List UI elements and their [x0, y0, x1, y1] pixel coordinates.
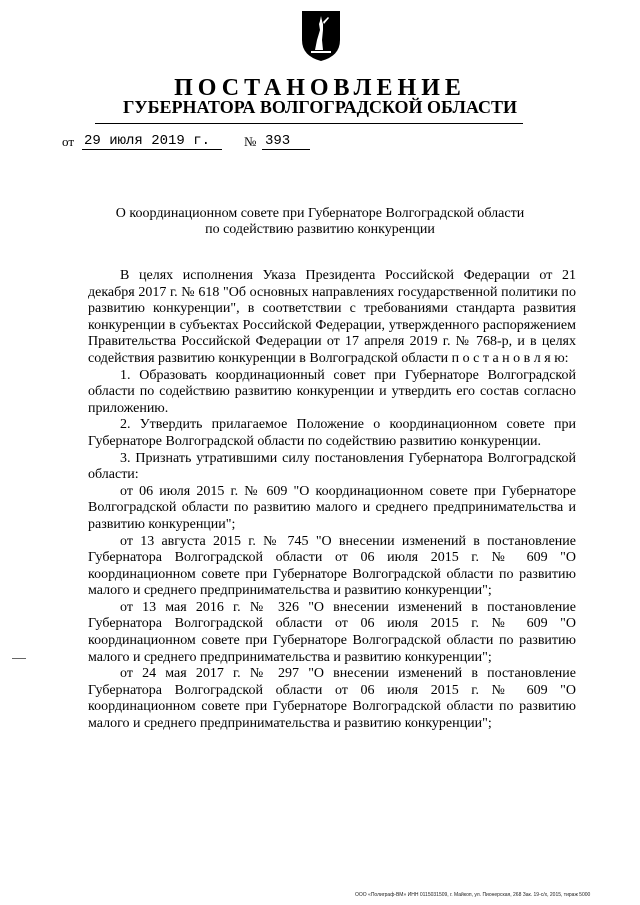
document-type-title: ПОСТАНОВЛЕНИЕ — [174, 75, 466, 101]
margin-mark — [12, 658, 26, 659]
preamble-paragraph — [88, 268, 576, 368]
header-divider — [95, 123, 523, 124]
decree-number: 393 — [265, 133, 291, 149]
coat-of-arms-icon — [301, 10, 341, 62]
number-label: № — [244, 134, 257, 149]
repealed-decree-1: от 06 июля 2015 г. № 609 "О координационном совете при Губернаторе Волгоградской области по развитию малого и среднего предпринимательства и развитию конкуренции"; — [88, 483, 576, 532]
decree-word: п о с т а н о в л я ю: — [451, 350, 569, 366]
item-3-paragraph: 3. Признать утратившими силу постановления Губернатора Волгоградской области: — [88, 450, 576, 483]
date-prefix: от — [62, 134, 75, 149]
issuer-title: ГУБЕРНАТОРА ВОЛГОГРАДСКОЙ ОБЛАСТИ — [122, 97, 518, 117]
item-2-paragraph: 2. Утвердить прилагаемое Положение о координационном совете при Губернаторе Волгоградской области по содействию развитию конкуренции. — [88, 417, 576, 449]
printer-imprint: ООО «Полиграф-ВМ» ИНН 0115031509, г. Майкоп, ул. Пионерская, 268 Зак. 19-с/х, 2015, тираж 5000 — [355, 892, 591, 898]
decree-body — [88, 268, 576, 733]
repealed-decree-2: от 13 августа 2015 г. № 745 "О внесении изменений в постановление Губернатора Волгоградской области от 06 июля 2015 г. № 609 "О координационном совете при Губернаторе Волгоградской области по развитию малого и среднего предпринимательства и развитию конкуренции"; — [88, 533, 576, 599]
subject-line-2: по содействию развитию конкуренции — [205, 222, 435, 237]
decree-subject — [0, 206, 640, 238]
item-1-paragraph: 1. Образовать координационный совет при Губернаторе Волгоградской области по содействию развитию конкуренции и утвердить его состав согласно приложению. — [88, 367, 576, 416]
number-underline — [262, 149, 310, 150]
preamble-text: В целях исполнения Указа Президента Российской Федерации от 21 декабря 2017 г. № 618 "Об основных направлениях государственной политики по развитию конкуренции", в соответствии с требованиями стандарта развития конкуренции в субъектах Российской Федерации, утвержденного распоряжением Правительства Российской Федерации от 17 апреля 2019 г. № 768-р, и в целях содействия развитию конкуренции в Волгоградской области — [88, 268, 576, 366]
subject-line-1: О координационном совете при Губернаторе Волгоградской области — [115, 206, 525, 221]
repealed-decree-3: от 13 мая 2016 г. № 326 "О внесении изменений в постановление Губернатора Волгоградской области от 06 июля 2015 г. № 609 "О координационном совете при Губернаторе Волгоградской области по развитию малого и среднего предпринимательства и развитию конкуренции"; — [88, 599, 576, 665]
repealed-decree-4: от 24 мая 2017 г. № 297 "О внесении изменений в постановление Губернатора Волгоградской области от 06 июля 2015 г. № 609 "О координационном совете при Губернаторе Волгоградской области по развитию малого и среднего предпринимательства и развитию конкуренции"; — [88, 666, 576, 732]
decree-date: 29 июля 2019 г. — [84, 133, 211, 149]
date-underline — [82, 149, 222, 150]
